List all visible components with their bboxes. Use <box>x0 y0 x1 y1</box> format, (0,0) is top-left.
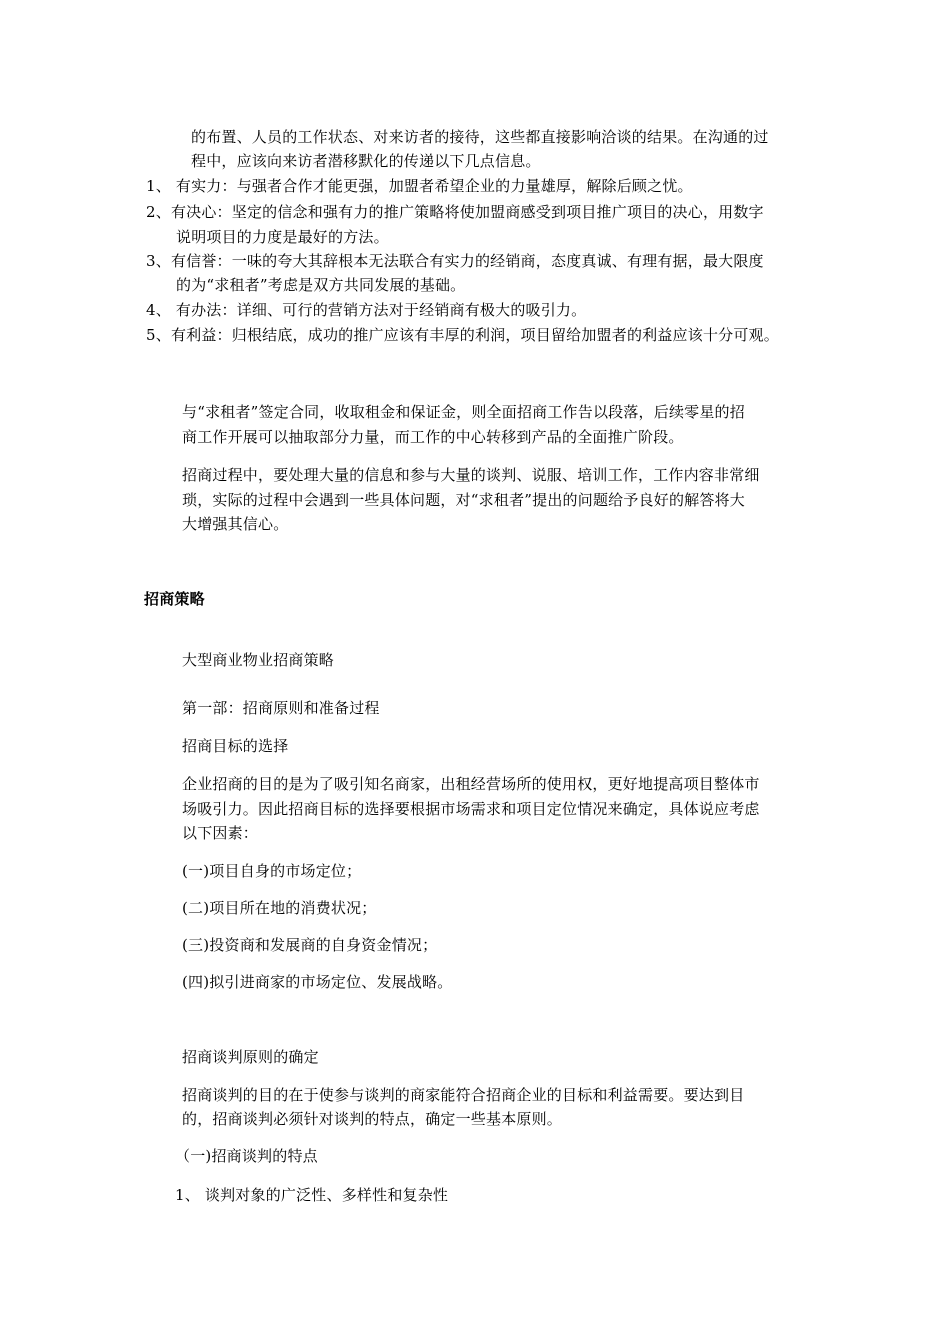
part-heading: 第一部：招商原则和准备过程 <box>182 699 380 717</box>
para1-line-1: 与“求租者”签定合同，收取租金和保证金，则全面招商工作告以段落，后续零星的招 <box>182 403 745 421</box>
point-1: 1、 有实力：与强者合作才能更强，加盟者希望企业的力量雄厚，解除后顾之忧。 <box>146 177 693 195</box>
negotiation-item-1: 1、 谈判对象的广泛性、多样性和复杂性 <box>175 1186 449 1204</box>
negotiation-para-line-2: 的，招商谈判必须针对谈判的特点，确定一些基本原则。 <box>182 1110 563 1128</box>
point-5: 5、有利益：归根结底，成功的推广应该有丰厚的利润，项目留给加盟者的利益应该十分可观。 <box>146 326 779 344</box>
factor-1: (一)项目自身的市场定位； <box>182 862 362 880</box>
intro-line-2: 程中，应该向来访者潜移默化的传递以下几点信息。 <box>191 152 541 170</box>
point-2: 2、有决心：坚定的信念和强有力的推广策略将使加盟商感受到项目推广项目的决心，用数字 <box>146 203 764 221</box>
factor-4: (四)拟引进商家的市场定位、发展战略。 <box>182 973 453 991</box>
target-para-line-1: 企业招商的目的是为了吸引知名商家，出租经营场所的使用权，更好地提高项目整体市 <box>182 775 760 793</box>
factor-3: (三)投资商和发展商的自身资金情况； <box>182 936 438 954</box>
target-heading: 招商目标的选择 <box>182 737 289 755</box>
negotiation-para-line-1: 招商谈判的目的在于使参与谈判的商家能符合招商企业的目标和利益需要。要达到目 <box>182 1086 745 1104</box>
section-title: 招商策略 <box>144 590 205 608</box>
target-para-line-3: 以下因素： <box>182 824 259 842</box>
para1-line-2: 商工作开展可以抽取部分力量，而工作的中心转移到产品的全面推广阶段。 <box>182 428 684 446</box>
negotiation-heading: 招商谈判原则的确定 <box>182 1048 319 1066</box>
point-3: 3、有信誉：一味的夸大其辞根本无法联合有实力的经销商，态度真诚、有理有据，最大限度 <box>146 252 764 270</box>
negotiation-subheading: （一)招商谈判的特点 <box>175 1147 318 1165</box>
para2-line-2: 琐，实际的过程中会遇到一些具体问题，对“求租者”提出的问题给予良好的解答将大 <box>182 491 745 509</box>
point-3-continued: 的为“求租者”考虑是双方共同发展的基础。 <box>176 276 466 294</box>
factor-2: (二)项目所在地的消费状况； <box>182 899 377 917</box>
para2-line-3: 大增强其信心。 <box>182 515 289 533</box>
subtitle: 大型商业物业招商策略 <box>182 651 335 669</box>
target-para-line-2: 场吸引力。因此招商目标的选择要根据市场需求和项目定位情况来确定，具体说应考虑 <box>182 800 760 818</box>
point-4: 4、 有办法：详细、可行的营销方法对于经销商有极大的吸引力。 <box>146 301 587 319</box>
para2-line-1: 招商过程中，要处理大量的信息和参与大量的谈判、说服、培训工作，工作内容非常细 <box>182 466 760 484</box>
intro-line-1: 的布置、人员的工作状态、对来访者的接待，这些都直接影响洽谈的结果。在沟通的过 <box>191 128 769 146</box>
point-2-continued: 说明项目的力度是最好的方法。 <box>176 228 389 246</box>
